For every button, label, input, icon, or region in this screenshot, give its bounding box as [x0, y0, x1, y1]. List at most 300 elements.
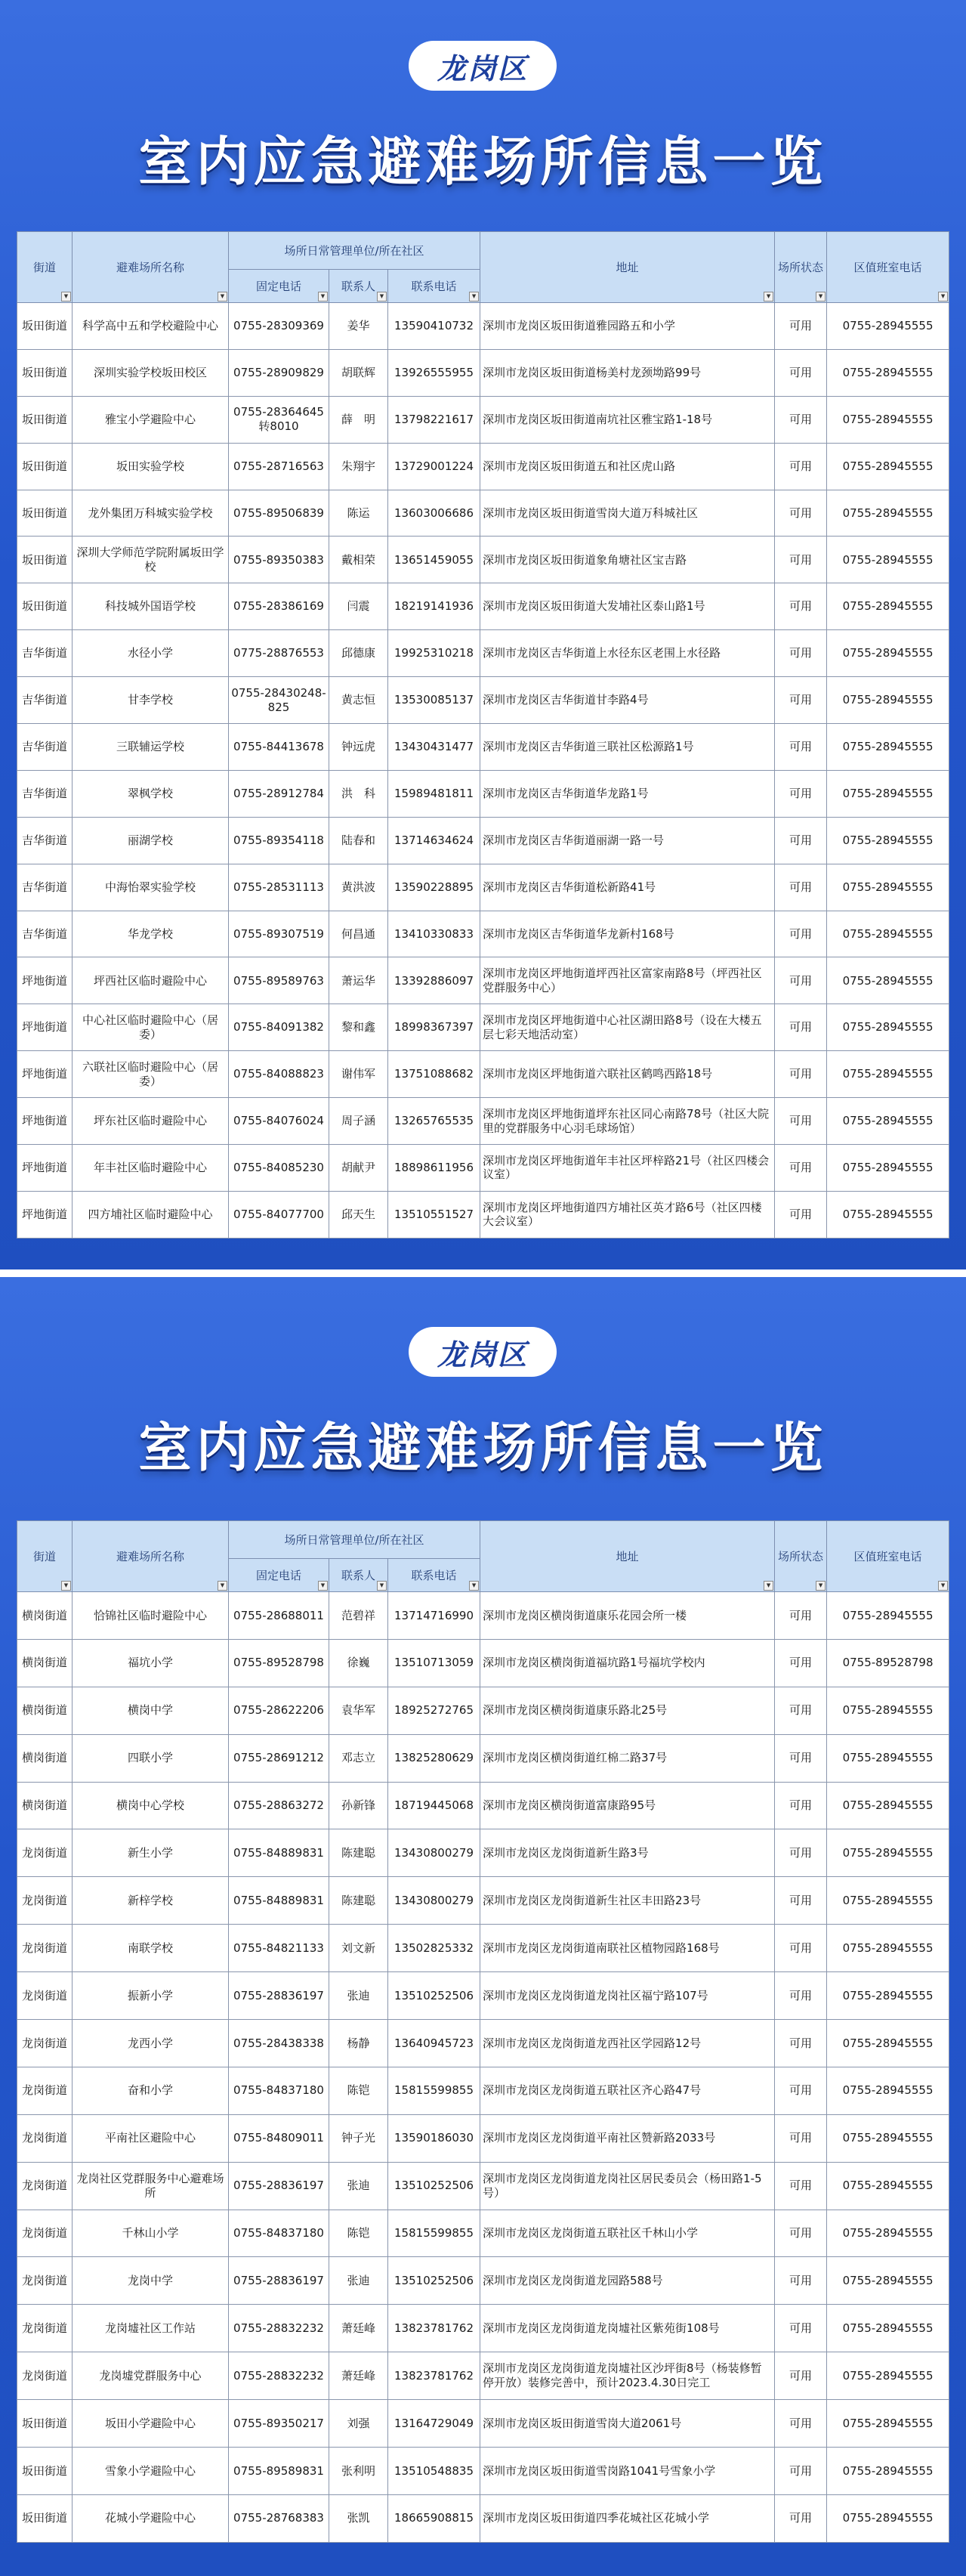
- cell-shelter-name: 振新小学: [73, 1972, 229, 2020]
- cell-fixed-phone: 0755-84889831: [229, 1829, 329, 1877]
- cell-address: 深圳市龙岗区吉华街道三联社区松源路1号: [480, 724, 775, 771]
- cell-fixed-phone: 0755-28836197: [229, 1972, 329, 2020]
- cell-duty-phone: 0755-28945555: [827, 677, 949, 724]
- cell-mobile: 13651459055: [388, 537, 480, 583]
- table-row: [17, 2020, 949, 2067]
- cell-street: 横岗街道: [17, 1639, 73, 1687]
- cell-duty-phone: 0755-28945555: [827, 2067, 949, 2114]
- district-badge: 龙岗区: [409, 41, 557, 91]
- cell-mobile: 13590410732: [388, 303, 480, 350]
- cell-duty-phone: 0755-28945555: [827, 2494, 949, 2542]
- shelter-table: [17, 231, 949, 1239]
- cell-duty-phone: 0755-28945555: [827, 349, 949, 396]
- cell-street: 横岗街道: [17, 1782, 73, 1829]
- cell-street: 横岗街道: [17, 1687, 73, 1734]
- cell-contact: 袁华军: [329, 1687, 388, 1734]
- cell-fixed-phone: 0755-84809011: [229, 2114, 329, 2162]
- cell-mobile: 18665908815: [388, 2494, 480, 2542]
- cell-mobile: 13392886097: [388, 957, 480, 1004]
- header-street[interactable]: 街道 ▼: [17, 232, 73, 303]
- shelter-table: [17, 1520, 949, 2543]
- cell-fixed-phone: 0755-89589831: [229, 2448, 329, 2495]
- cell-contact: 范碧祥: [329, 1592, 388, 1640]
- cell-duty-phone: 0755-28945555: [827, 443, 949, 490]
- cell-contact: 张利明: [329, 2448, 388, 2495]
- cell-address: 深圳市龙岗区坂田街道南坑社区雅宝路1-18号: [480, 396, 775, 443]
- header-mobile[interactable]: 联系电话 ▼: [388, 270, 480, 303]
- cell-mobile: 13751088682: [388, 1051, 480, 1098]
- cell-status: 可用: [775, 770, 827, 817]
- filter-dropdown-icon[interactable]: ▼: [938, 1581, 948, 1591]
- cell-status: 可用: [775, 724, 827, 771]
- cell-contact: 闫震: [329, 583, 388, 630]
- cell-duty-phone: 0755-28945555: [827, 1098, 949, 1145]
- cell-shelter-name: 华龙学校: [73, 911, 229, 957]
- cell-street: 龙岗街道: [17, 2210, 73, 2257]
- cell-status: 可用: [775, 817, 827, 864]
- table-row: [17, 1098, 949, 1145]
- district-badge: 龙岗区: [409, 1327, 557, 1377]
- cell-fixed-phone: 0755-84076024: [229, 1098, 329, 1145]
- cell-contact: 刘文新: [329, 1925, 388, 1972]
- cell-shelter-name: 科技城外国语学校: [73, 583, 229, 630]
- cell-fixed-phone: 0755-84077700: [229, 1191, 329, 1238]
- cell-street: 坂田街道: [17, 583, 73, 630]
- cell-contact: 戴相荣: [329, 537, 388, 583]
- cell-duty-phone: 0755-28945555: [827, 1051, 949, 1098]
- cell-shelter-name: 雪象小学避险中心: [73, 2448, 229, 2495]
- cell-fixed-phone: 0755-28863272: [229, 1782, 329, 1829]
- cell-contact: 黄洪波: [329, 864, 388, 911]
- cell-mobile: 13823781762: [388, 2352, 480, 2400]
- cell-shelter-name: 水径小学: [73, 630, 229, 677]
- cell-address: 深圳市龙岗区坪地街道坪西社区富家南路8号（坪西社区党群服务中心）: [480, 957, 775, 1004]
- cell-mobile: 13430800279: [388, 1877, 480, 1925]
- cell-shelter-name: 甘李学校: [73, 677, 229, 724]
- filter-dropdown-icon[interactable]: ▼: [218, 1581, 227, 1591]
- cell-address: 深圳市龙岗区龙岗街道龙西社区学园路12号: [480, 2020, 775, 2067]
- cell-address: 深圳市龙岗区龙岗街道龙园路588号: [480, 2257, 775, 2305]
- cell-status: 可用: [775, 2067, 827, 2114]
- table-row: [17, 2162, 949, 2210]
- cell-address: 深圳市龙岗区吉华街道上水径东区老围上水径路: [480, 630, 775, 677]
- cell-street: 横岗街道: [17, 1734, 73, 1782]
- table-row: [17, 817, 949, 864]
- cell-status: 可用: [775, 1734, 827, 1782]
- cell-shelter-name: 福坑小学: [73, 1639, 229, 1687]
- cell-duty-phone: 0755-28945555: [827, 396, 949, 443]
- cell-fixed-phone: 0755-84837180: [229, 2210, 329, 2257]
- cell-status: 可用: [775, 2020, 827, 2067]
- filter-dropdown-icon[interactable]: ▼: [938, 292, 948, 302]
- cell-address: 深圳市龙岗区龙岗街道龙岗社区居民委员会（杨田路1-5号）: [480, 2162, 775, 2210]
- cell-mobile: 13798221617: [388, 396, 480, 443]
- cell-fixed-phone: 0755-28438338: [229, 2020, 329, 2067]
- cell-contact: 刘强: [329, 2400, 388, 2448]
- table-row: [17, 1782, 949, 1829]
- header-address[interactable]: 地址 ▼: [480, 232, 775, 303]
- cell-mobile: 13510252506: [388, 1972, 480, 2020]
- header-status[interactable]: 场所状态 ▼: [775, 232, 827, 303]
- table-row: [17, 2210, 949, 2257]
- cell-address: 深圳市龙岗区吉华街道松新路41号: [480, 864, 775, 911]
- cell-mobile: 13430431477: [388, 724, 480, 771]
- cell-street: 吉华街道: [17, 677, 73, 724]
- cell-status: 可用: [775, 2352, 827, 2400]
- cell-address: 深圳市龙岗区龙岗街道新生路3号: [480, 1829, 775, 1877]
- cell-status: 可用: [775, 1191, 827, 1238]
- filter-dropdown-icon[interactable]: ▼: [318, 292, 328, 302]
- cell-fixed-phone: 0755-28912784: [229, 770, 329, 817]
- cell-shelter-name: 坪东社区临时避险中心: [73, 1098, 229, 1145]
- cell-fixed-phone: 0755-89350383: [229, 537, 329, 583]
- cell-street: 龙岗街道: [17, 1877, 73, 1925]
- cell-duty-phone: 0755-28945555: [827, 724, 949, 771]
- cell-street: 坂田街道: [17, 349, 73, 396]
- cell-address: 深圳市龙岗区吉华街道丽湖一路一号: [480, 817, 775, 864]
- filter-dropdown-icon[interactable]: ▼: [764, 292, 773, 302]
- cell-mobile: 13510548835: [388, 2448, 480, 2495]
- cell-status: 可用: [775, 2448, 827, 2495]
- cell-shelter-name: 新生小学: [73, 1829, 229, 1877]
- cell-status: 可用: [775, 630, 827, 677]
- filter-dropdown-icon[interactable]: ▼: [377, 292, 387, 302]
- table-row: [17, 1592, 949, 1640]
- cell-mobile: 13164729049: [388, 2400, 480, 2448]
- cell-contact: 萧廷峰: [329, 2352, 388, 2400]
- cell-contact: 邱德康: [329, 630, 388, 677]
- cell-street: 吉华街道: [17, 817, 73, 864]
- cell-street: 龙岗街道: [17, 2257, 73, 2305]
- cell-mobile: 13265765535: [388, 1098, 480, 1145]
- cell-fixed-phone: 0755-84088823: [229, 1051, 329, 1098]
- cell-duty-phone: 0755-28945555: [827, 1004, 949, 1051]
- filter-dropdown-icon[interactable]: ▼: [816, 292, 826, 302]
- filter-dropdown-icon[interactable]: ▼: [816, 1581, 826, 1591]
- cell-status: 可用: [775, 911, 827, 957]
- cell-contact: 周子涵: [329, 1098, 388, 1145]
- cell-mobile: 15989481811: [388, 770, 480, 817]
- cell-status: 可用: [775, 1925, 827, 1972]
- cell-fixed-phone: 0755-84821133: [229, 1925, 329, 1972]
- table-row: [17, 677, 949, 724]
- cell-contact: 邓志立: [329, 1734, 388, 1782]
- filter-dropdown-icon[interactable]: ▼: [218, 292, 227, 302]
- cell-shelter-name: 坂田小学避险中心: [73, 2400, 229, 2448]
- filter-dropdown-icon[interactable]: ▼: [469, 292, 479, 302]
- cell-status: 可用: [775, 1829, 827, 1877]
- header-fixed-phone[interactable]: 固定电话 ▼: [229, 270, 329, 303]
- cell-street: 吉华街道: [17, 630, 73, 677]
- cell-address: 深圳市龙岗区横岗街道富康路95号: [480, 1782, 775, 1829]
- table-row: [17, 2067, 949, 2114]
- cell-shelter-name: 恰锦社区临时避险中心: [73, 1592, 229, 1640]
- cell-status: 可用: [775, 537, 827, 583]
- cell-fixed-phone: 0755-28430248-825: [229, 677, 329, 724]
- cell-status: 可用: [775, 2162, 827, 2210]
- table-row: [17, 2114, 949, 2162]
- cell-contact: 陈铠: [329, 2067, 388, 2114]
- cell-status: 可用: [775, 1877, 827, 1925]
- cell-mobile: 13590186030: [388, 2114, 480, 2162]
- cell-fixed-phone: 0755-28768383: [229, 2494, 329, 2542]
- cell-address: 深圳市龙岗区坪地街道中心社区湖田路8号（设在大楼五层七彩天地活动室）: [480, 1004, 775, 1051]
- cell-street: 吉华街道: [17, 724, 73, 771]
- cell-street: 龙岗街道: [17, 2020, 73, 2067]
- filter-dropdown-icon[interactable]: ▼: [764, 1581, 773, 1591]
- cell-mobile: 13714716990: [388, 1592, 480, 1640]
- table-row: [17, 1191, 949, 1238]
- cell-fixed-phone: 0755-89350217: [229, 2400, 329, 2448]
- cell-shelter-name: 龙岗社区党群服务中心避难场所: [73, 2162, 229, 2210]
- sheet-panel: [0, 1277, 966, 2576]
- cell-contact: 谢伟军: [329, 1051, 388, 1098]
- header-fixed-phone[interactable]: 固定电话 ▼: [229, 1559, 329, 1592]
- table-row: [17, 443, 949, 490]
- cell-mobile: 13510551527: [388, 1191, 480, 1238]
- cell-street: 坪地街道: [17, 1145, 73, 1192]
- cell-address: 深圳市龙岗区坂田街道五和社区虎山路: [480, 443, 775, 490]
- cell-fixed-phone: 0755-28364645转8010: [229, 396, 329, 443]
- table-body: [17, 1592, 949, 2543]
- header-duty-phone[interactable]: 区值班室电话 ▼: [827, 1521, 949, 1592]
- header-contact[interactable]: 联系人 ▼: [329, 1559, 388, 1592]
- cell-street: 龙岗街道: [17, 1925, 73, 1972]
- cell-address: 深圳市龙岗区龙岗街道平南社区赞新路2033号: [480, 2114, 775, 2162]
- sheet-panel: [0, 0, 966, 1277]
- cell-shelter-name: 三联辅运学校: [73, 724, 229, 771]
- cell-street: 龙岗街道: [17, 2162, 73, 2210]
- cell-mobile: 13729001224: [388, 443, 480, 490]
- cell-contact: 陈铠: [329, 2210, 388, 2257]
- cell-fixed-phone: 0755-89354118: [229, 817, 329, 864]
- cell-street: 龙岗街道: [17, 1829, 73, 1877]
- cell-address: 深圳市龙岗区横岗街道福坑路1号福坑学校内: [480, 1639, 775, 1687]
- cell-duty-phone: 0755-28945555: [827, 1877, 949, 1925]
- cell-shelter-name: 坂田实验学校: [73, 443, 229, 490]
- cell-duty-phone: 0755-28945555: [827, 1972, 949, 2020]
- cell-street: 坂田街道: [17, 303, 73, 350]
- cell-address: 深圳市龙岗区坂田街道雪岗大道2061号: [480, 2400, 775, 2448]
- cell-street: 坂田街道: [17, 2448, 73, 2495]
- cell-shelter-name: 平南社区避险中心: [73, 2114, 229, 2162]
- cell-status: 可用: [775, 957, 827, 1004]
- cell-contact: 陈建聪: [329, 1877, 388, 1925]
- header-address[interactable]: 地址 ▼: [480, 1521, 775, 1592]
- cell-contact: 钟子光: [329, 2114, 388, 2162]
- table-row: [17, 2448, 949, 2495]
- cell-street: 坂田街道: [17, 490, 73, 537]
- cell-mobile: 13510252506: [388, 2162, 480, 2210]
- header-mobile[interactable]: 联系电话 ▼: [388, 1559, 480, 1592]
- cell-street: 龙岗街道: [17, 1972, 73, 2020]
- cell-address: 深圳市龙岗区吉华街道华龙路1号: [480, 770, 775, 817]
- table-row: [17, 1829, 949, 1877]
- filter-dropdown-icon[interactable]: ▼: [61, 1581, 71, 1591]
- table-row: [17, 583, 949, 630]
- cell-contact: 徐巍: [329, 1639, 388, 1687]
- cell-duty-phone: 0755-28945555: [827, 2210, 949, 2257]
- cell-street: 吉华街道: [17, 864, 73, 911]
- cell-shelter-name: 六联社区临时避险中心（居委）: [73, 1051, 229, 1098]
- cell-contact: 萧运华: [329, 957, 388, 1004]
- cell-fixed-phone: 0755-89589763: [229, 957, 329, 1004]
- cell-shelter-name: 坪西社区临时避险中心: [73, 957, 229, 1004]
- cell-street: 龙岗街道: [17, 2067, 73, 2114]
- cell-shelter-name: 横岗中学: [73, 1687, 229, 1734]
- page-title: 室内应急避难场所信息一览: [138, 131, 828, 193]
- cell-mobile: 13530085137: [388, 677, 480, 724]
- cell-status: 可用: [775, 1687, 827, 1734]
- cell-fixed-phone: 0755-28836197: [229, 2162, 329, 2210]
- cell-contact: 陈运: [329, 490, 388, 537]
- cell-shelter-name: 龙西小学: [73, 2020, 229, 2067]
- cell-address: 深圳市龙岗区龙岗街道龙岗墟社区沙坪街8号（杨装修暂停开放）装修完善中，预计2023.4.30日完工: [480, 2352, 775, 2400]
- cell-duty-phone: 0755-28945555: [827, 2114, 949, 2162]
- header-contact[interactable]: 联系人 ▼: [329, 270, 388, 303]
- cell-mobile: 13430800279: [388, 1829, 480, 1877]
- table-row: [17, 537, 949, 583]
- cell-address: 深圳市龙岗区龙岗街道五联社区千林山小学: [480, 2210, 775, 2257]
- cell-status: 可用: [775, 303, 827, 350]
- cell-mobile: 18219141936: [388, 583, 480, 630]
- cell-street: 坪地街道: [17, 957, 73, 1004]
- cell-contact: 胡献尹: [329, 1145, 388, 1192]
- cell-mobile: 13714634624: [388, 817, 480, 864]
- cell-duty-phone: 0755-28945555: [827, 537, 949, 583]
- cell-duty-phone: 0755-28945555: [827, 1191, 949, 1238]
- cell-address: 深圳市龙岗区吉华街道甘李路4号: [480, 677, 775, 724]
- cell-contact: 杨静: [329, 2020, 388, 2067]
- cell-fixed-phone: 0755-28386169: [229, 583, 329, 630]
- cell-duty-phone: 0755-28945555: [827, 2448, 949, 2495]
- cell-address: 深圳市龙岗区坂田街道四季花城社区花城小学: [480, 2494, 775, 2542]
- cell-shelter-name: 四联小学: [73, 1734, 229, 1782]
- cell-street: 龙岗街道: [17, 2352, 73, 2400]
- cell-address: 深圳市龙岗区坂田街道杨美村龙颈坳路99号: [480, 349, 775, 396]
- cell-contact: 黄志恒: [329, 677, 388, 724]
- cell-street: 吉华街道: [17, 911, 73, 957]
- cell-address: 深圳市龙岗区吉华街道华龙新村168号: [480, 911, 775, 957]
- cell-street: 坪地街道: [17, 1191, 73, 1238]
- table-row: [17, 490, 949, 537]
- header-shelter-name[interactable]: 避难场所名称 ▼: [73, 232, 229, 303]
- table-row: [17, 1004, 949, 1051]
- table-row: [17, 303, 949, 350]
- cell-shelter-name: 年丰社区临时避险中心: [73, 1145, 229, 1192]
- table-row: [17, 630, 949, 677]
- cell-status: 可用: [775, 2114, 827, 2162]
- filter-dropdown-icon[interactable]: ▼: [61, 292, 71, 302]
- cell-shelter-name: 龙岗墟党群服务中心: [73, 2352, 229, 2400]
- cell-status: 可用: [775, 1051, 827, 1098]
- cell-fixed-phone: 0755-28836197: [229, 2257, 329, 2305]
- cell-status: 可用: [775, 2210, 827, 2257]
- cell-status: 可用: [775, 1592, 827, 1640]
- cell-status: 可用: [775, 1098, 827, 1145]
- cell-shelter-name: 花城小学避险中心: [73, 2494, 229, 2542]
- cell-duty-phone: 0755-28945555: [827, 303, 949, 350]
- cell-duty-phone: 0755-28945555: [827, 2400, 949, 2448]
- table-row: [17, 396, 949, 443]
- cell-status: 可用: [775, 490, 827, 537]
- cell-contact: 薛 明: [329, 396, 388, 443]
- cell-shelter-name: 丽湖学校: [73, 817, 229, 864]
- cell-address: 深圳市龙岗区龙岗街道新生社区丰田路23号: [480, 1877, 775, 1925]
- filter-dropdown-icon[interactable]: ▼: [469, 1581, 479, 1591]
- cell-shelter-name: 深圳实验学校坂田校区: [73, 349, 229, 396]
- header-shelter-name[interactable]: 避难场所名称 ▼: [73, 1521, 229, 1592]
- cell-address: 深圳市龙岗区坂田街道大发埔社区泰山路1号: [480, 583, 775, 630]
- cell-mobile: 13640945723: [388, 2020, 480, 2067]
- cell-fixed-phone: 0755-89528798: [229, 1639, 329, 1687]
- cell-address: 深圳市龙岗区横岗街道康乐路北25号: [480, 1687, 775, 1734]
- cell-address: 深圳市龙岗区坂田街道雅园路五和小学: [480, 303, 775, 350]
- cell-address: 深圳市龙岗区坂田街道雪岗路1041号雪象小学: [480, 2448, 775, 2495]
- cell-status: 可用: [775, 864, 827, 911]
- cell-mobile: 18925272765: [388, 1687, 480, 1734]
- cell-duty-phone: 0755-28945555: [827, 2020, 949, 2067]
- cell-contact: 姜华: [329, 303, 388, 350]
- table-row: [17, 724, 949, 771]
- cell-fixed-phone: 0755-28909829: [229, 349, 329, 396]
- cell-contact: 洪 科: [329, 770, 388, 817]
- cell-duty-phone: 0755-28945555: [827, 770, 949, 817]
- cell-contact: 朱翔宇: [329, 443, 388, 490]
- cell-contact: 陆春和: [329, 817, 388, 864]
- cell-duty-phone: 0755-28945555: [827, 2305, 949, 2352]
- cell-duty-phone: 0755-28945555: [827, 817, 949, 864]
- cell-mobile: 15815599855: [388, 2210, 480, 2257]
- cell-status: 可用: [775, 2400, 827, 2448]
- cell-address: 深圳市龙岗区横岗街道康乐花园会所一楼: [480, 1592, 775, 1640]
- cell-shelter-name: 龙岗中学: [73, 2257, 229, 2305]
- cell-status: 可用: [775, 1145, 827, 1192]
- cell-contact: 何昌通: [329, 911, 388, 957]
- cell-duty-phone: 0755-28945555: [827, 490, 949, 537]
- cell-duty-phone: 0755-89528798: [827, 1639, 949, 1687]
- cell-duty-phone: 0755-28945555: [827, 911, 949, 957]
- cell-street: 坂田街道: [17, 537, 73, 583]
- filter-dropdown-icon[interactable]: ▼: [377, 1581, 387, 1591]
- header-status[interactable]: 场所状态 ▼: [775, 1521, 827, 1592]
- filter-dropdown-icon[interactable]: ▼: [318, 1581, 328, 1591]
- cell-status: 可用: [775, 677, 827, 724]
- header-street[interactable]: 街道 ▼: [17, 1521, 73, 1592]
- cell-duty-phone: 0755-28945555: [827, 1829, 949, 1877]
- cell-shelter-name: 千林山小学: [73, 2210, 229, 2257]
- cell-status: 可用: [775, 1972, 827, 2020]
- table-row: [17, 2305, 949, 2352]
- table-row: [17, 1145, 949, 1192]
- table-row: [17, 1639, 949, 1687]
- cell-duty-phone: 0755-28945555: [827, 1734, 949, 1782]
- cell-duty-phone: 0755-28945555: [827, 957, 949, 1004]
- cell-shelter-name: 新梓学校: [73, 1877, 229, 1925]
- table-row: [17, 349, 949, 396]
- cell-shelter-name: 四方埔社区临时避险中心: [73, 1191, 229, 1238]
- cell-address: 深圳市龙岗区坪地街道六联社区鹤鸣西路18号: [480, 1051, 775, 1098]
- cell-duty-phone: 0755-28945555: [827, 1687, 949, 1734]
- cell-duty-phone: 0755-28945555: [827, 1145, 949, 1192]
- cell-mobile: 15815599855: [388, 2067, 480, 2114]
- table-row: [17, 2400, 949, 2448]
- cell-contact: 胡联辉: [329, 349, 388, 396]
- header-duty-phone[interactable]: 区值班室电话 ▼: [827, 232, 949, 303]
- cell-fixed-phone: 0755-28688011: [229, 1592, 329, 1640]
- cell-fixed-phone: 0755-28716563: [229, 443, 329, 490]
- cell-shelter-name: 南联学校: [73, 1925, 229, 1972]
